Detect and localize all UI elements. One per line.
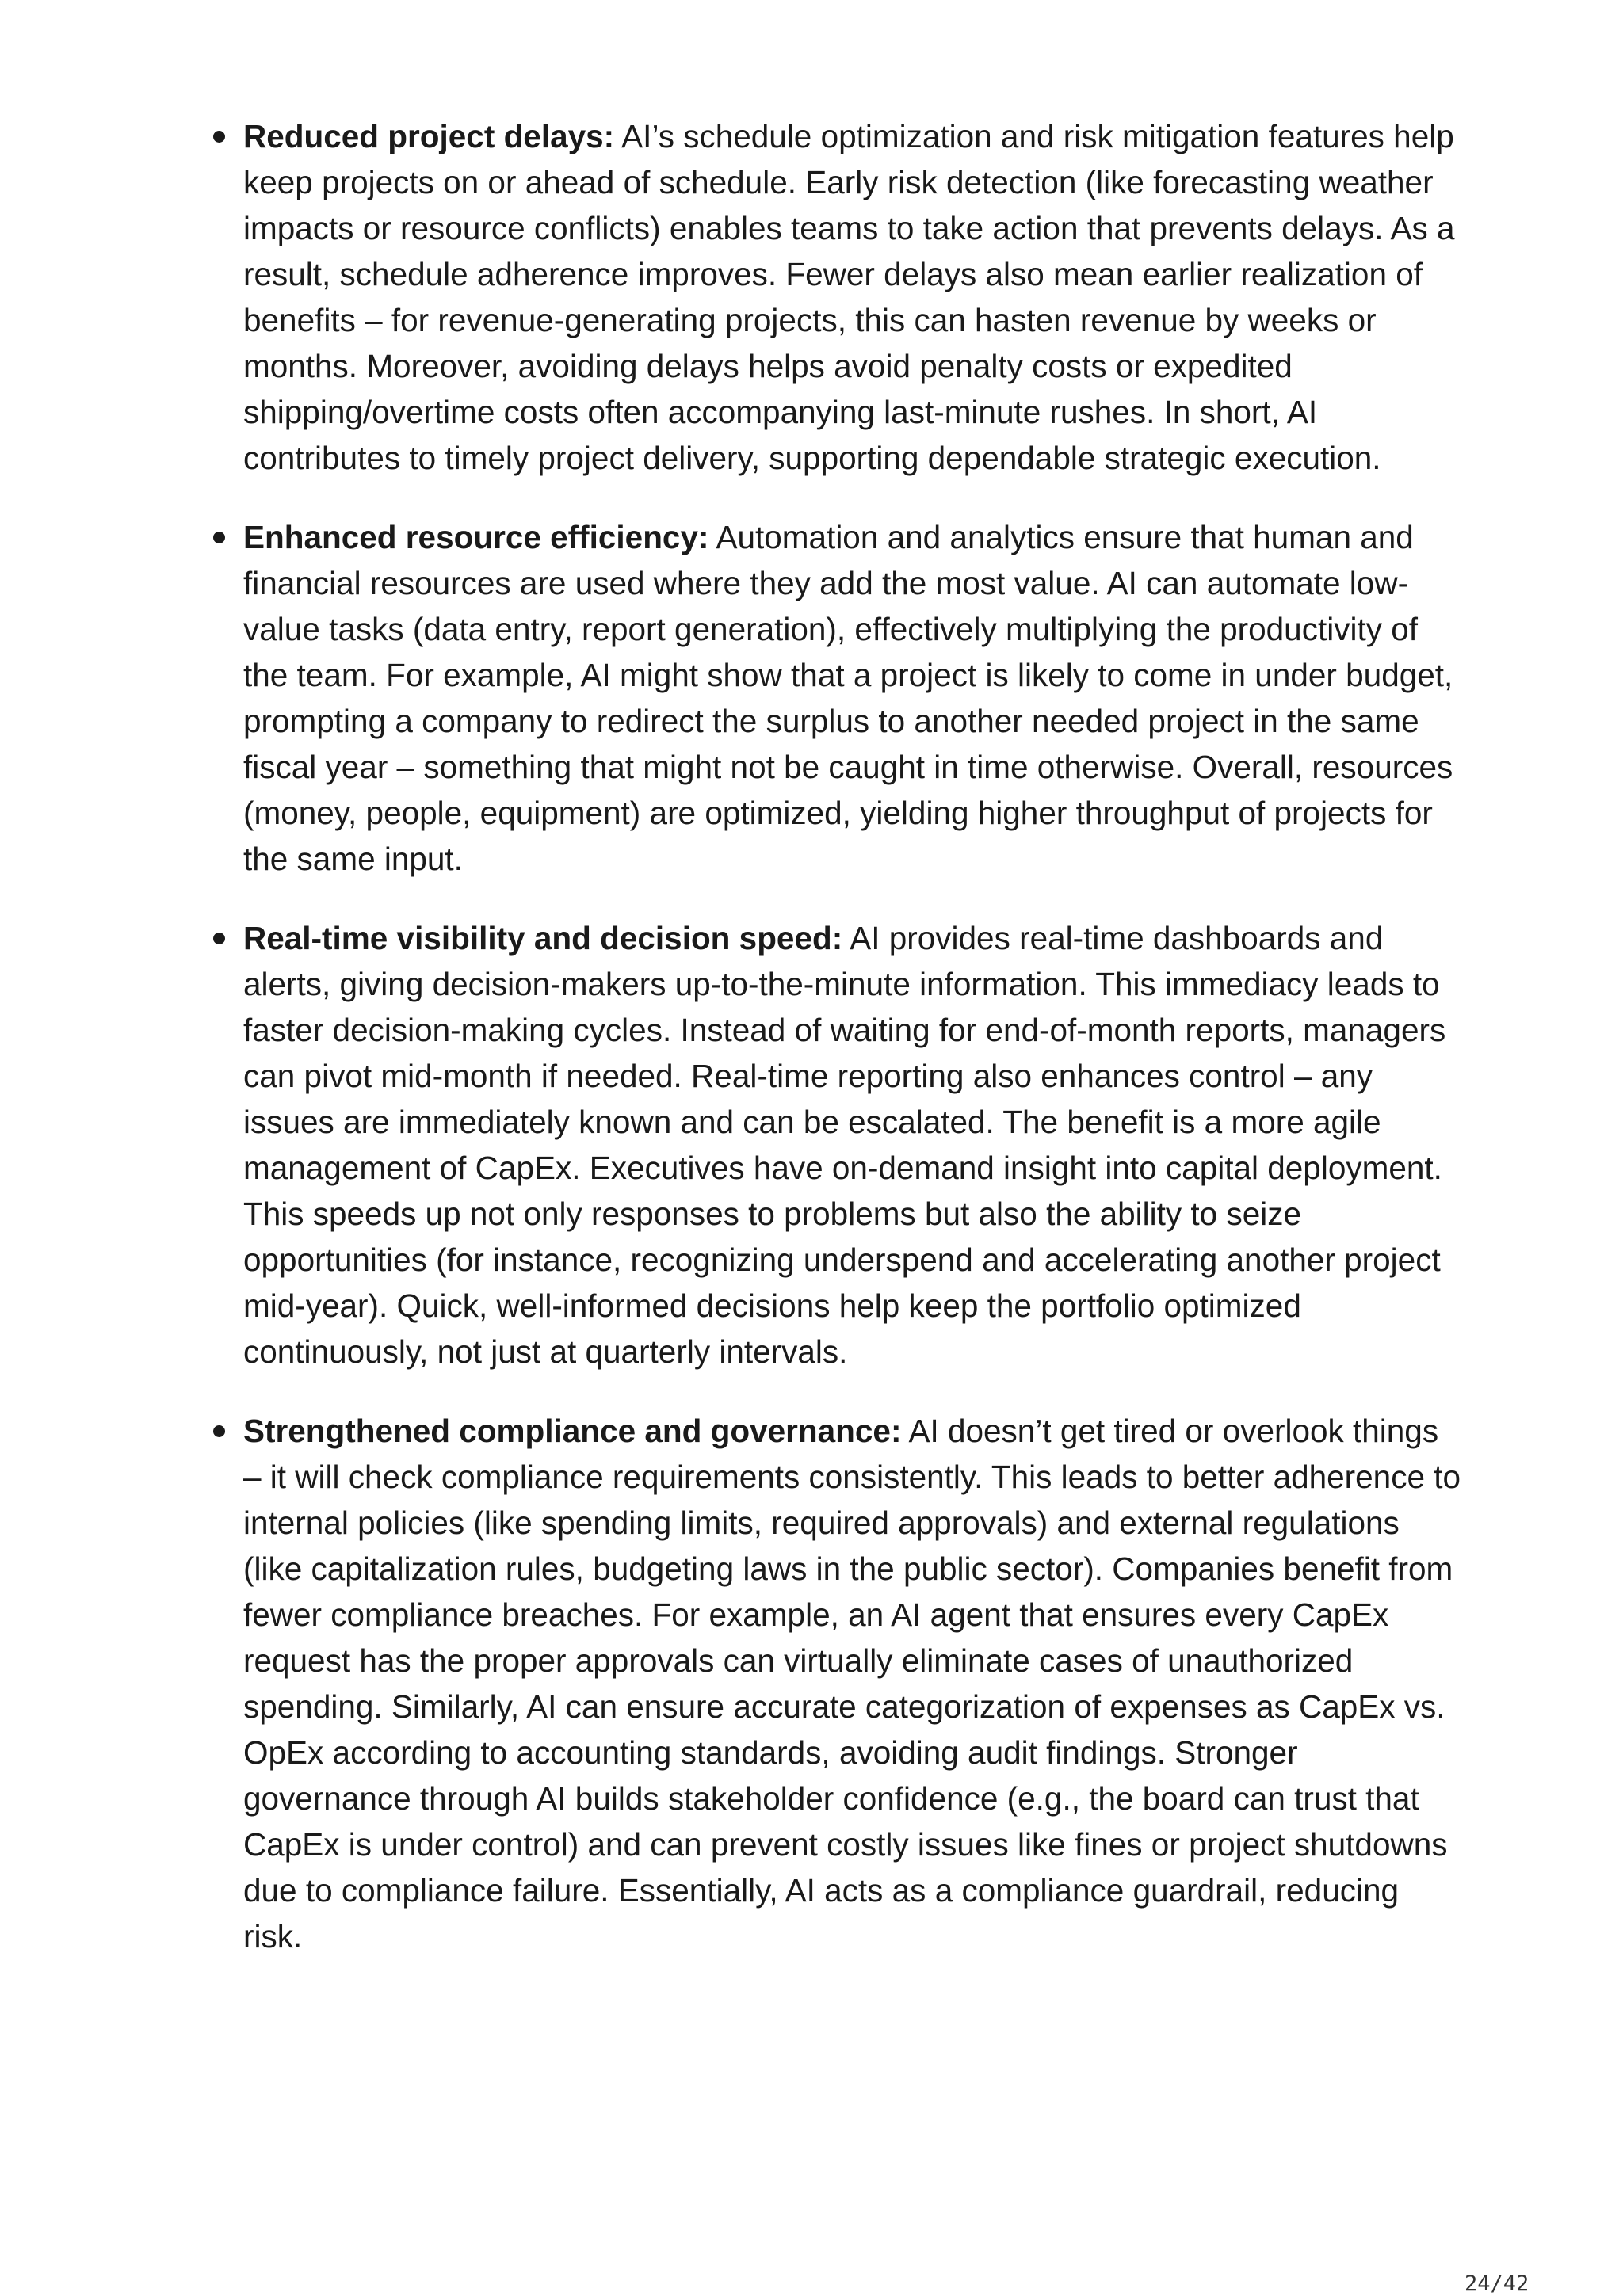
list-item-text: AI provides real-time dashboards and alerts, giving decision-makers up-to-the-minute information. This immediacy leads to faster decision-making cycles. Instead of waiting for end-of-month reports, managers can pivot mid-month if needed. Real-time reporting also enhances control – any issues are immediately known and can be escalated. The benefit is a more agile management of CapEx. Executives have on-demand insight into capital deployment. This speeds up not only responses to problems but also the ability to seize opportunities (for instance, recognizing underspend and accelerating another project mid-year). Quick, well-informed decisions help keep the portfolio optimized continuously, not just at quarterly intervals.: [243, 920, 1446, 1370]
list-item-lead: Enhanced resource efficiency:: [243, 519, 709, 555]
list-item-lead: Strengthened compliance and governance:: [243, 1413, 902, 1449]
list-item-enhanced-resource-efficiency: [243, 514, 1464, 882]
list-item-reduced-project-delays: [243, 113, 1464, 481]
list-item-strengthened-compliance: [243, 1408, 1464, 1959]
list-item-text: AI doesn’t get tired or overlook things – it will check compliance requirements consistently. This leads to better adherence to internal policies (like spending limits, required approvals) and external regulations (like capitalization rules, budgeting laws in the public sector). Companies benefit from fewer compliance breaches. For example, an AI agent that ensures every CapEx request has the proper approvals can virtually eliminate cases of unauthorized spending. Similarly, AI can ensure accurate categorization of expenses as CapEx vs. OpEx according to accounting standards, avoiding audit findings. Stronger governance through AI builds stakeholder confidence (e.g., the board can trust that CapEx is under control) and can prevent costly issues like fines or project shutdowns due to compliance failure. Essentially, AI acts as a compliance guardrail, reducing risk.: [243, 1413, 1461, 1955]
list-item-lead: Real-time visibility and decision speed:: [243, 920, 843, 956]
list-item-text: Automation and analytics ensure that human and financial resources are used where they add the most value. AI can automate low-value tasks (data entry, report generation), effectively multiplying the productivity of the team. For example, AI might show that a project is likely to come in under budget, prompting a company to redirect the surplus to another needed project in the same fiscal year – something that might not be caught in time otherwise. Overall, resources (money, people, equipment) are optimized, yielding higher throughput of projects for the same input.: [243, 519, 1453, 877]
bullet-icon: [213, 532, 225, 543]
list-item-lead: Reduced project delays:: [243, 118, 615, 154]
page-number: 24/42: [1465, 2271, 1529, 2296]
list-item-real-time-visibility: [243, 915, 1464, 1375]
bullet-icon: [213, 933, 225, 944]
bullet-icon: [213, 131, 225, 143]
benefits-bullet-list: [243, 113, 1464, 1993]
list-item-text: AI’s schedule optimization and risk mitigation features help keep projects on or ahead of schedule. Early risk detection (like forecasting weather impacts or resource conflicts) enables teams to take action that prevents delays. As a result, schedule adherence improves. Fewer delays also mean earlier realization of benefits – for revenue-generating projects, this can hasten revenue by weeks or months. Moreover, avoiding delays helps avoid penalty costs or expedited shipping/overtime costs often accompanying last-minute rushes. In short, AI contributes to timely project delivery, supporting dependable strategic execution.: [243, 118, 1455, 476]
bullet-icon: [213, 1425, 225, 1437]
